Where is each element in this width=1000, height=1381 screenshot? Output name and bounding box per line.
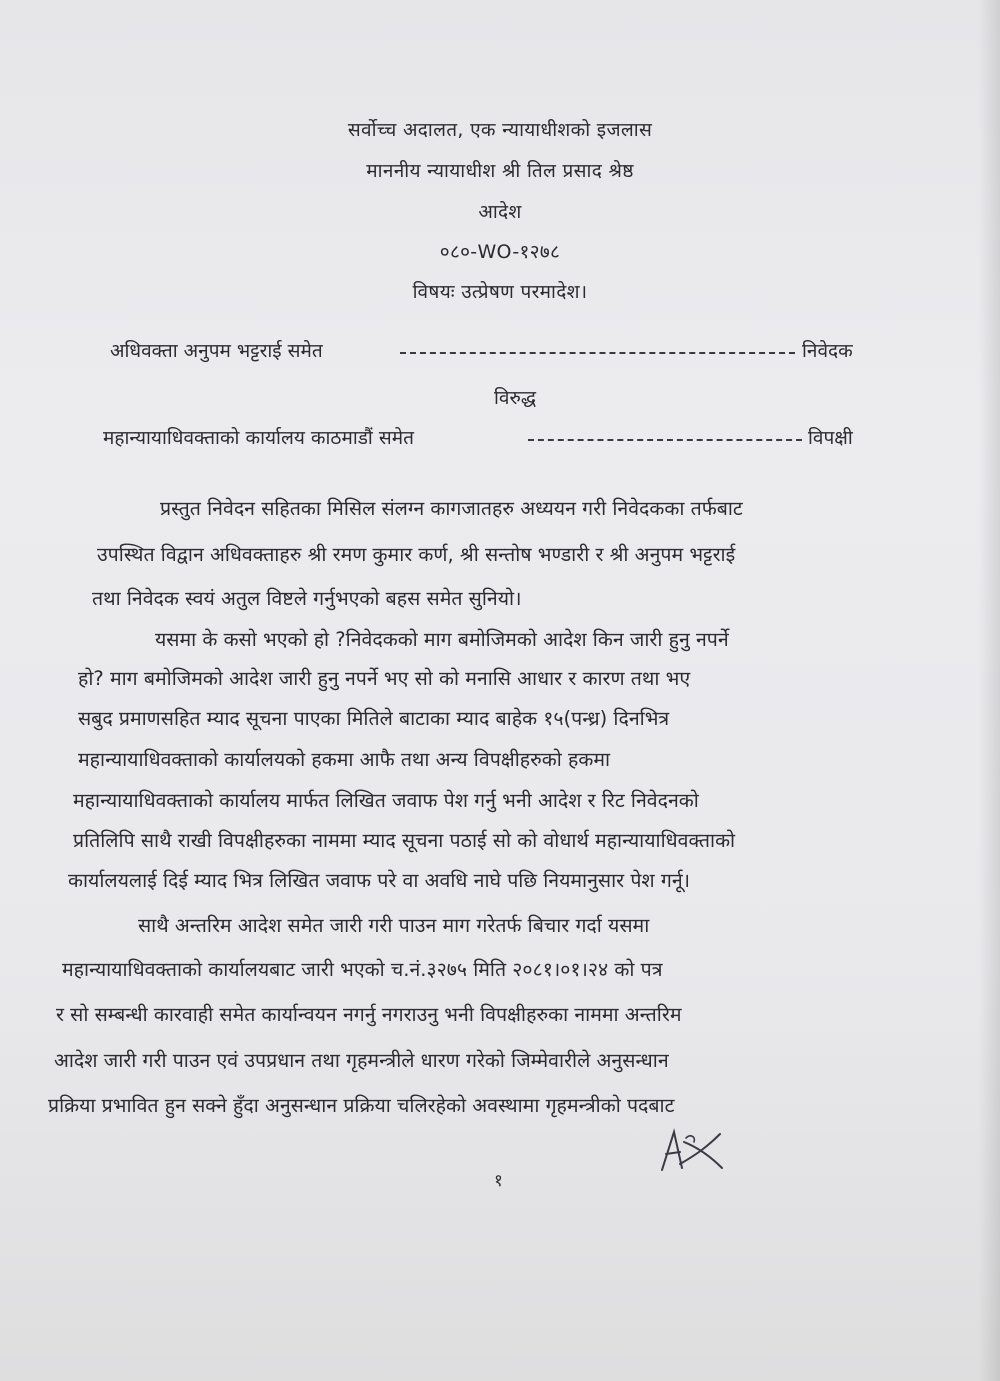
paragraph-1-line: तथा निवेदक स्वयं अतुल विष्टले गर्नुभएको बहस समेत सुनियो। [92,587,522,610]
paragraph-2-line: हो? माग बमोजिमको आदेश जारी हुनु नपर्ने भए सो को मनासि आधार र कारण तथा भए [78,667,691,690]
paragraph-2-line: प्रतिलिपि साथै राखी विपक्षीहरुका नाममा म्याद सूचना पठाई सो को वोधार्थ महान्यायाधिवक्ताको [73,829,736,852]
paragraph-3-line: महान्यायाधिवक्ताको कार्यालयबाट जारी भएको च.नं.३२७५ मिति २०८१।०१।२४ को पत्र [62,958,663,981]
paragraph-1-line: प्रस्तुत निवेदन सहितका मिसिल संलग्न कागजातहरु अध्ययन गरी निवेदकका तर्फबाट [160,497,743,520]
versus-label: विरुद्ध [494,387,537,409]
case-number: ०८०-WO-१२७८ [439,241,561,263]
paragraph-3-line: आदेश जारी गरी पाउन एवं उपप्रधान तथा गृहमन्त्रीले धारण गरेको जिम्मेवारीले अनुसन्धान [54,1049,669,1072]
handwritten-initials-signature [650,1120,730,1180]
paragraph-2-line: यसमा के कसो भएको हो ?निवेदकको माग बमोजिमको आदेश किन जारी हुनु नपर्ने [155,628,729,651]
court-name: सर्वोच्च अदालत, एक न्यायाधीशको इजलास [347,119,653,141]
petitioner-dash-leader [400,352,795,354]
paragraph-2-line: कार्यालयलाई दिई म्याद भित्र लिखित जवाफ परे वा अवधि नाघे पछि नियमानुसार पेश गर्नू। [68,869,691,892]
paragraph-3-line: साथै अन्तरिम आदेश समेत जारी गरी पाउन माग गरेतर्फ बिचार गर्दा यसमा [138,914,650,937]
order-title: आदेश [478,201,522,223]
respondent-role: विपक्षी [808,427,853,449]
judge-name: माननीय न्यायाधीश श्री तिल प्रसाद श्रेष्ठ [366,160,634,182]
respondent-name: महान्यायाधिवक्ताको कार्यालय काठमाडौं समेत [103,427,414,449]
petitioner-name: अधिवक्ता अनुपम भट्टराई समेत [110,340,323,362]
paragraph-3-line: र सो सम्बन्धी कारवाही समेत कार्यान्वयन नगर्नु नगराउनु भनी विपक्षीहरुका नाममा अन्तरिम [56,1003,682,1026]
paragraph-2-line: महान्यायाधिवक्ताको कार्यालयको हकमा आफै तथा अन्य विपक्षीहरुको हकमा [78,748,611,771]
respondent-dash-leader [528,439,802,441]
paragraph-2-line: महान्यायाधिवक्ताको कार्यालय मार्फत लिखित जवाफ पेश गर्नु भनी आदेश र रिट निवेदनको [73,789,699,812]
paragraph-1-line: उपस्थित विद्वान अधिवक्ताहरु श्री रमण कुमार कर्ण, श्री सन्तोष भण्डारी र श्री अनुपम भट्टराई [97,543,736,566]
case-subject: विषयः उत्प्रेषण परमादेश। [412,281,588,303]
page-number: १ [494,1171,503,1191]
paragraph-2-line: सबुद प्रमाणसहित म्याद सूचना पाएका मितिले बाटाका म्याद बाहेक १५(पन्ध्र) दिनभित्र [78,707,670,730]
paragraph-3-line: प्रक्रिया प्रभावित हुन सक्ने हुँदा अनुसन्धान प्रक्रिया चलिरहेको अवस्थामा गृहमन्त्रीको पदबाट [48,1094,675,1117]
petitioner-role: निवेदक [802,340,853,362]
